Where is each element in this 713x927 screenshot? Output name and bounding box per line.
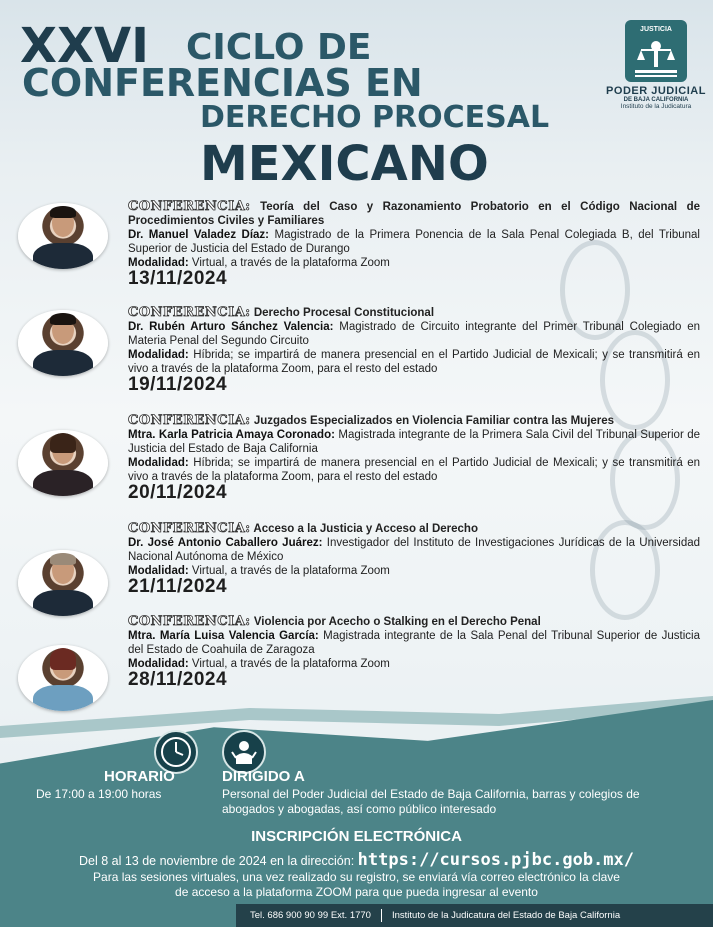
- conference-block: [128, 305, 700, 395]
- speaker-role: Magistrada integrante de la Sala Penal del Tribunal Superior de Justicia del Estado de Coahuila de Zaragoza: [128, 630, 701, 656]
- audience-title: DIRIGIDO A: [222, 768, 305, 785]
- footer-institute: Instituto de la Judicatura del Estado de Baja California: [391, 910, 621, 921]
- modality-text: Híbrida; se impartirá de manera presencial en el Partido Judicial de Mexicali; y se transmitirá en vivo a través de la plataforma Zoom, para el resto del estado: [128, 457, 700, 483]
- registration-dates: [0, 850, 713, 870]
- registration-dates-text: Del 8 al 13 de noviembre de 2024 en la dirección:: [78, 854, 355, 868]
- modality-label: Modalidad:: [128, 457, 189, 469]
- speaker-photo: [18, 430, 108, 496]
- modality-label: Modalidad:: [128, 349, 189, 361]
- speaker-role: Magistrado de Circuito integrante del Primer Tribunal Colegiado en Materia Penal del Segundo Circuito: [128, 321, 700, 347]
- registration-note-1: Para las sesiones virtuales, una vez realizado su registro, se enviará vía correo electrónico la clave: [93, 870, 620, 884]
- registration-title: INSCRIPCIÓN ELECTRÓNICA: [251, 828, 462, 845]
- modality-text: Virtual, a través de la plataforma Zoom: [191, 565, 390, 577]
- conference-date: 13/11/2024: [128, 268, 228, 289]
- schedule-text: De 17:00 a 19:00 horas: [36, 787, 162, 801]
- conference-label: CONFERENCIA:: [128, 413, 251, 428]
- registration-note-2: de acceso a la plataforma ZOOM para que pueda ingresar al evento: [175, 885, 538, 899]
- modality-text: Virtual, a través de la plataforma Zoom: [191, 257, 390, 269]
- conference-date: 28/11/2024: [128, 669, 228, 690]
- modality-text: Híbrida; se impartirá de manera presencial en el Partido Judicial de Mexicali; y se transmitirá en vivo a través de la plataforma Zoom, para el resto del estado: [128, 349, 700, 375]
- speaker-photo: [18, 645, 108, 711]
- institution-logo: [606, 20, 706, 110]
- conference-block: [128, 614, 701, 690]
- modality-label: Modalidad:: [128, 257, 189, 269]
- conference-block: [128, 521, 701, 597]
- conference-label: CONFERENCIA:: [128, 199, 251, 214]
- conference-topic: Violencia por Acecho o Stalking en el Derecho Penal: [253, 616, 541, 628]
- title-line-1: CICLO DE: [186, 27, 372, 68]
- speaker-role: Magistrado de la Primera Ponencia de la Sala Penal Colegiada B, del Tribunal Superior de Justicia del Estado de Durango: [128, 229, 700, 255]
- audience-text: Personal del Poder Judicial del Estado de Baja California, barras y colegios de abogados y abogadas, así como público interesado: [222, 787, 640, 816]
- registration-url[interactable]: https://cursos.pjbc.gob.mx/: [357, 850, 634, 870]
- title-numeral: XXVI: [20, 18, 150, 74]
- title-line-3: DERECHO PROCESAL: [200, 100, 550, 135]
- logo-line-2: DE BAJA CALIFORNIA: [623, 97, 689, 103]
- speaker-name: Mtra. Karla Patricia Amaya Coronado:: [128, 429, 335, 441]
- conference-label: CONFERENCIA:: [128, 521, 251, 536]
- conference-label: CONFERENCIA:: [128, 305, 251, 320]
- justice-scale-icon: [625, 20, 687, 82]
- footer-bar: [236, 904, 713, 927]
- speaker-name: Mtra. María Luisa Valencia García:: [128, 630, 319, 642]
- speaker-photo: [18, 310, 108, 376]
- logo-badge-text: JUSTICIA: [640, 26, 672, 33]
- conference-date: 19/11/2024: [128, 374, 228, 395]
- conference-block: [128, 413, 700, 503]
- modality-text: Virtual, a través de la plataforma Zoom: [191, 658, 390, 670]
- modality-label: Modalidad:: [128, 565, 189, 577]
- conference-topic: Juzgados Especializados en Violencia Familiar contra las Mujeres: [253, 415, 615, 427]
- schedule-title: HORARIO: [104, 768, 175, 785]
- footer-divider: [381, 909, 382, 922]
- speaker-name: Dr. Rubén Arturo Sánchez Valencia:: [128, 321, 334, 333]
- speaker-name: Dr. Manuel Valadez Díaz:: [128, 229, 270, 241]
- conference-date: 21/11/2024: [128, 576, 228, 597]
- conference-topic: Derecho Procesal Constitucional: [253, 307, 435, 319]
- speaker-photo: [18, 550, 108, 616]
- title-line-2: CONFERENCIAS EN: [22, 61, 423, 105]
- logo-line-1: PODER JUDICIAL: [606, 85, 706, 97]
- footer-phone: Tel. 686 900 90 99 Ext. 1770: [250, 910, 371, 921]
- modality-label: Modalidad:: [128, 658, 189, 670]
- speaker-name: Dr. José Antonio Caballero Juárez:: [128, 537, 323, 549]
- title-line-4: MEXICANO: [200, 136, 489, 192]
- conference-block: [128, 199, 700, 289]
- conference-topic: Acceso a la Justicia y Acceso al Derecho: [253, 523, 478, 535]
- conference-topic: Teoría del Caso y Razonamiento Probatorio en el Código Nacional de Procedimientos Civiles y Familiares: [128, 201, 700, 227]
- conference-label: CONFERENCIA:: [128, 614, 251, 629]
- speaker-role: Investigador del Instituto de Investigaciones Jurídicas de la Universidad Nacional Autónoma de México: [128, 537, 701, 563]
- speaker-photo: [18, 203, 108, 269]
- conference-date: 20/11/2024: [128, 482, 228, 503]
- speaker-role: Magistrada integrante de la Primera Sala Civil del Tribunal Superior de Justicia del Estado de Baja California: [128, 429, 700, 455]
- logo-line-3: Instituto de la Judicatura: [620, 103, 692, 110]
